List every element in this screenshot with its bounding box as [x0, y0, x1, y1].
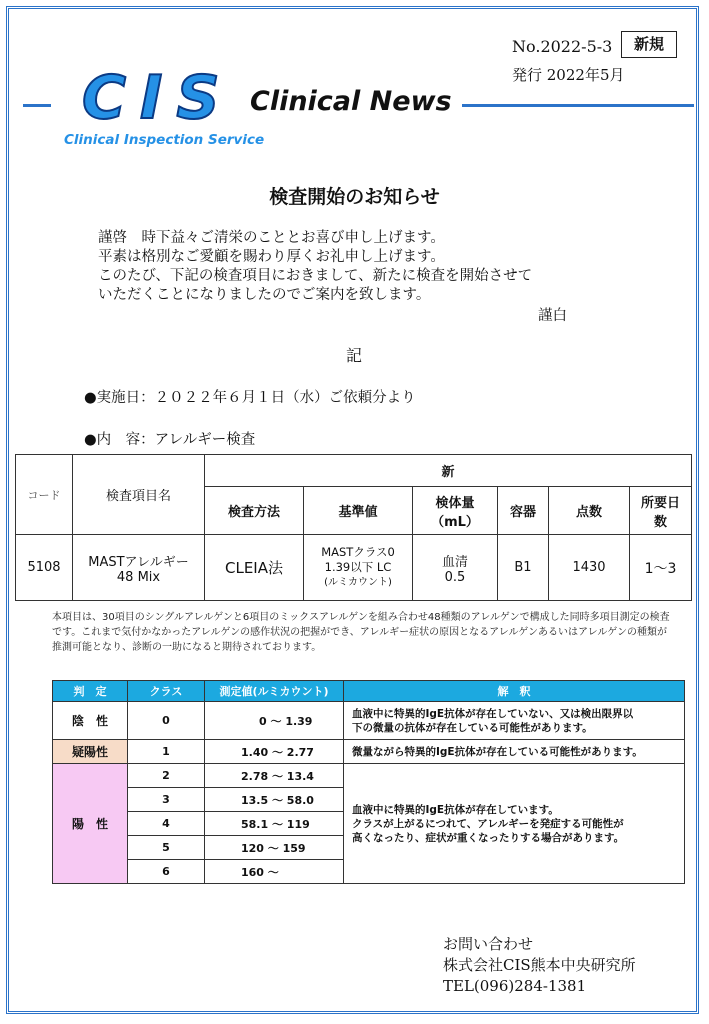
greeting — [98, 229, 532, 305]
cis-logo: CIS — [82, 63, 234, 133]
points-header: 点数 — [549, 487, 630, 535]
volume-line: 血清 — [441, 554, 468, 570]
class-cell: 6 — [128, 860, 205, 884]
item-line: MASTアレルギー — [88, 554, 189, 570]
greeting-line: 謹啓 時下益々ご清栄のこととお喜び申し上げます。 — [98, 230, 445, 246]
item-header: 検査項目名 — [73, 455, 205, 535]
desc-line: 血液中に特異的IgE抗体が存在しています。 — [352, 803, 559, 816]
range-cell: 120 ～ 159 — [205, 836, 344, 860]
volume-line: 0.5 — [444, 569, 466, 585]
range-cell: 58.1 ～ 119 — [205, 812, 344, 836]
equivocal-label: 疑陽性 — [53, 740, 128, 764]
reference-line: 1.39以下 LC — [324, 560, 392, 574]
range-cell: 0 ～ 1.39 — [205, 702, 344, 740]
days-cell: 1～3 — [630, 535, 692, 601]
reference-line: (ルミカウント) — [324, 577, 392, 588]
desc-line: クラスが上がるにつれて、アレルギーを発症する可能性が — [352, 817, 624, 830]
logo-subtitle: Clinical Inspection Service — [64, 132, 265, 148]
points-cell: 1430 — [549, 535, 630, 601]
days-header: 所要日数 — [630, 487, 692, 535]
positive-label: 陽 性 — [53, 764, 128, 884]
issue-date: 発行 2022年5月 — [512, 66, 625, 84]
equivocal-interpretation: 微量ながら特異的IgE抗体が存在している可能性があります。 — [344, 740, 685, 764]
contact-company: 株式会社CIS熊本中央研究所 — [443, 956, 636, 974]
new-badge: 新規 — [621, 31, 677, 58]
container-cell: B1 — [498, 535, 549, 601]
negative-label: 陰 性 — [53, 702, 128, 740]
range-cell: 160 ～ — [205, 860, 344, 884]
greeting-line: このたび、下記の検査項目におきまして、新たに検査を開始させて — [98, 268, 533, 284]
code-cell: 5108 — [16, 535, 73, 601]
class-cell: 5 — [128, 836, 205, 860]
new-header: 新 — [205, 455, 692, 487]
greeting-line: 平素は格別なご愛顧を賜わり厚くお礼申し上げます。 — [98, 249, 445, 265]
test-info-table — [15, 454, 692, 601]
document-number: No.2022-5-3 — [512, 37, 613, 56]
test-description: 本項目は、30項目のシングルアレルゲンと6項目のミックスアレルゲンを組み合わせ48種類のアレルゲンで構成した同時多項目測定の検査です。これまで気付かなかったアレルゲンの感作状況の把握ができ、アレルギー症状の原因となるアレルゲンあるいはアレルゲンの種類が推測可能となり、診断の一助になると期待されております。 — [52, 612, 670, 653]
range-cell: 13.5 ～ 58.0 — [205, 788, 344, 812]
volume-header: 検体量（mL） — [413, 487, 498, 535]
contact-tel: TEL(096)284-1381 — [443, 977, 587, 995]
page-title: 検査開始のお知らせ — [269, 186, 440, 208]
positive-interpretation — [344, 764, 685, 884]
item-cell — [73, 535, 205, 601]
desc-line: 血液中に特異的IgE抗体が存在していない、又は検出限界以 — [352, 707, 634, 720]
container-header: 容器 — [498, 487, 549, 535]
start-date-item: ●実施日：２０２２年６月１日（水）ご依頼分より — [84, 390, 416, 406]
closing: 謹白 — [538, 308, 567, 324]
code-header: コード — [16, 455, 73, 535]
class-cell: 3 — [128, 788, 205, 812]
volume-cell — [413, 535, 498, 601]
class-cell: 2 — [128, 764, 205, 788]
range-cell: 2.78 ～ 13.4 — [205, 764, 344, 788]
method-header: 検査方法 — [205, 487, 304, 535]
contact-info — [443, 934, 636, 997]
judgement-header: 判 定 — [53, 681, 128, 702]
reference-cell — [304, 535, 413, 601]
header-rule-left — [23, 104, 51, 107]
desc-line: 下の微量の抗体が存在している可能性があります。 — [352, 721, 593, 734]
class-cell: 1 — [128, 740, 205, 764]
ki-heading: 記 — [346, 346, 363, 365]
negative-interpretation — [344, 702, 685, 740]
contact-heading: お問い合わせ — [443, 935, 534, 953]
class-cell: 0 — [128, 702, 205, 740]
reference-header: 基準値 — [304, 487, 413, 535]
reference-line: MASTクラス0 — [321, 545, 395, 559]
range-cell: 1.40 ～ 2.77 — [205, 740, 344, 764]
header-rule-right — [462, 104, 694, 107]
class-header: クラス — [128, 681, 205, 702]
desc-line: 高くなったり、症状が重くなったりする場合があります。 — [352, 831, 625, 844]
item-line: 48 Mix — [116, 569, 161, 585]
judgement-table — [52, 680, 685, 884]
content-item: ●内 容：アレルギー検査 — [84, 432, 256, 448]
method-cell: CLEIA法 — [205, 535, 304, 601]
interpretation-header: 解 釈 — [344, 681, 685, 702]
greeting-line: いただくことになりましたのでご案内を致します。 — [98, 287, 431, 303]
newsletter-title: Clinical News — [250, 86, 452, 117]
range-header: 測定値(ルミカウント) — [205, 681, 344, 702]
class-cell: 4 — [128, 812, 205, 836]
